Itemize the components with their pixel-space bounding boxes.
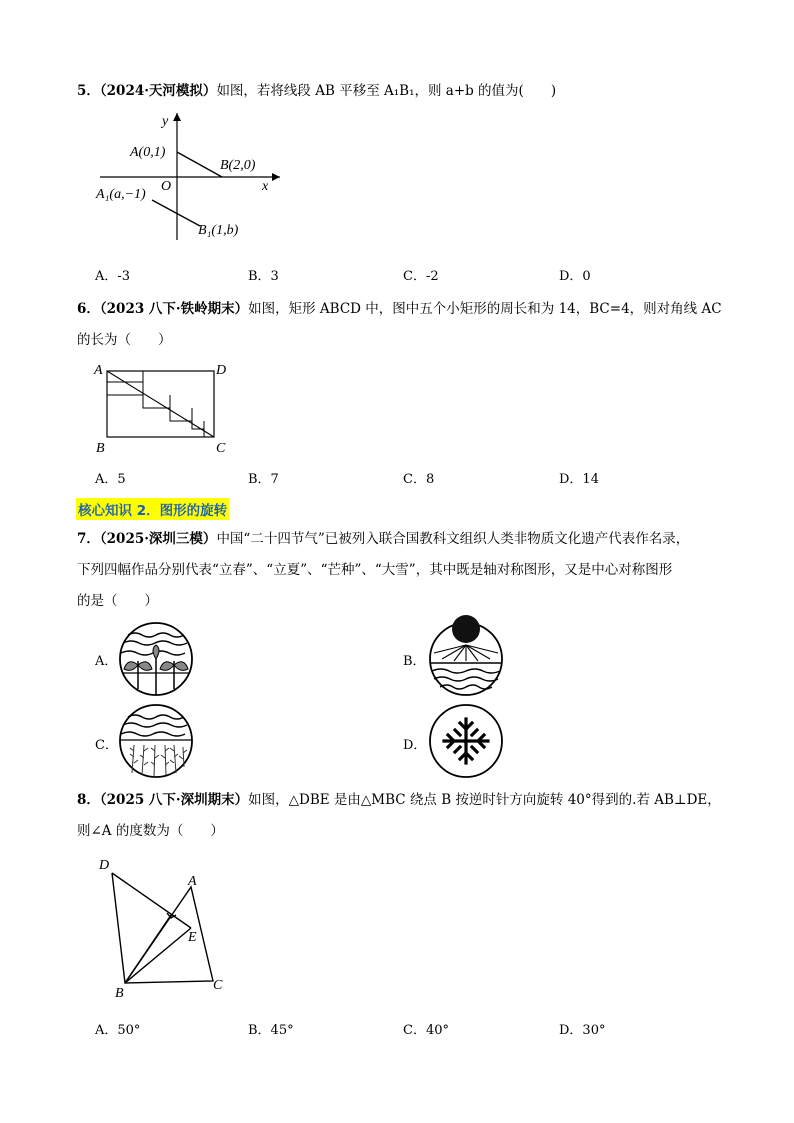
q8-option-b[interactable]: B．45° xyxy=(248,1023,294,1038)
q6-stem-line2: 的长为（ ） xyxy=(77,332,172,348)
q5-number: 5． xyxy=(77,83,100,99)
q7-source: （2025·深圳三模） xyxy=(99,531,217,547)
q5-text: 如图，若将线段 AB 平移至 A₁B₁，则 a+b 的值为( ) xyxy=(216,83,557,99)
q5-point-a1-label: A₁(a,−1) xyxy=(96,187,146,202)
q8-source: （2025 八下·深圳期末） xyxy=(99,792,249,808)
section-heading: 核心知识 2．图形的旋转 xyxy=(76,498,229,520)
q7-option-c[interactable]: C． xyxy=(95,738,118,753)
q8-option-d[interactable]: D．30° xyxy=(559,1023,606,1038)
q8-stem-line2: 则∠A 的度数为（ ） xyxy=(77,823,224,839)
q5-option-b[interactable]: B．3 xyxy=(248,269,279,284)
q5-option-c[interactable]: C．-2 xyxy=(403,269,439,284)
q5-source: （2024·天河模拟） xyxy=(99,83,217,99)
q7-number: 7． xyxy=(77,531,100,547)
q7-text: 中国“二十四节气”已被列入联合国教科文组织人类非物质文化遗产代表作名录， xyxy=(216,531,690,547)
q7-option-b[interactable]: B． xyxy=(403,654,426,669)
q7-option-c-image[interactable] xyxy=(118,703,194,779)
q8-option-a[interactable]: A．50° xyxy=(95,1023,141,1038)
q7-option-d-image[interactable] xyxy=(428,703,504,779)
q7-stem-line2: 下列四幅作品分别代表“立春”、“立夏”、“芒种”、“大雪”，其中既是轴对称图形，又是中心对称图形 xyxy=(77,562,673,578)
q8-option-c[interactable]: C．40° xyxy=(403,1023,449,1038)
q5-point-b1-label: B₁(1,b) xyxy=(198,223,239,238)
q7-stem-line3: 的是（ ） xyxy=(77,593,158,609)
q6-option-a[interactable]: A．5 xyxy=(95,472,126,487)
q7-option-b-image[interactable] xyxy=(428,621,504,697)
q8-vertex-d-label: D xyxy=(99,858,110,873)
q6-vertex-c-label: C xyxy=(216,441,226,456)
q5-origin-label: O xyxy=(161,179,172,194)
q7-stem xyxy=(77,530,689,548)
q6-option-c[interactable]: C．8 xyxy=(403,472,435,487)
q5-stem xyxy=(77,82,556,100)
q6-vertex-d-label: D xyxy=(216,363,227,378)
q6-option-d[interactable]: D．14 xyxy=(559,472,599,487)
q6-stem xyxy=(77,300,722,318)
q8-triangle-figure xyxy=(95,855,245,1005)
q5-coordinate-figure xyxy=(90,108,290,248)
q5-x-label: x xyxy=(262,179,269,194)
q7-option-a[interactable]: A． xyxy=(95,654,118,669)
q6-source: （2023 八下·铁岭期末） xyxy=(99,301,249,317)
q8-vertex-e-label: E xyxy=(188,930,197,945)
q8-text: 如图，△DBE 是由△MBC 绕点 B 按逆时针方向旋转 40°得到的.若 AB⊥DE， xyxy=(248,792,721,808)
q5-point-a-label: A(0,1) xyxy=(130,145,166,160)
q5-option-a[interactable]: A．-3 xyxy=(95,269,131,284)
q8-vertex-b-label: B xyxy=(115,986,124,1001)
q5-point-b-label: B(2,0) xyxy=(220,158,256,173)
q7-option-d[interactable]: D． xyxy=(403,738,427,753)
q6-vertex-a-label: A xyxy=(94,363,103,378)
q8-vertex-c-label: C xyxy=(213,978,223,993)
q8-vertex-a-label: A xyxy=(188,874,197,889)
q6-option-b[interactable]: B．7 xyxy=(248,472,279,487)
q8-stem xyxy=(77,791,721,809)
q7-option-a-image[interactable] xyxy=(118,621,194,697)
q6-number: 6． xyxy=(77,301,100,317)
q5-y-label: y xyxy=(162,114,169,129)
q6-text: 如图，矩形 ABCD 中，图中五个小矩形的周长和为 14，BC=4，则对角线 AC xyxy=(248,301,722,317)
q6-rectangle-figure xyxy=(92,358,242,458)
q5-option-d[interactable]: D．0 xyxy=(559,269,591,284)
q6-vertex-b-label: B xyxy=(96,441,105,456)
q8-number: 8． xyxy=(77,792,100,808)
